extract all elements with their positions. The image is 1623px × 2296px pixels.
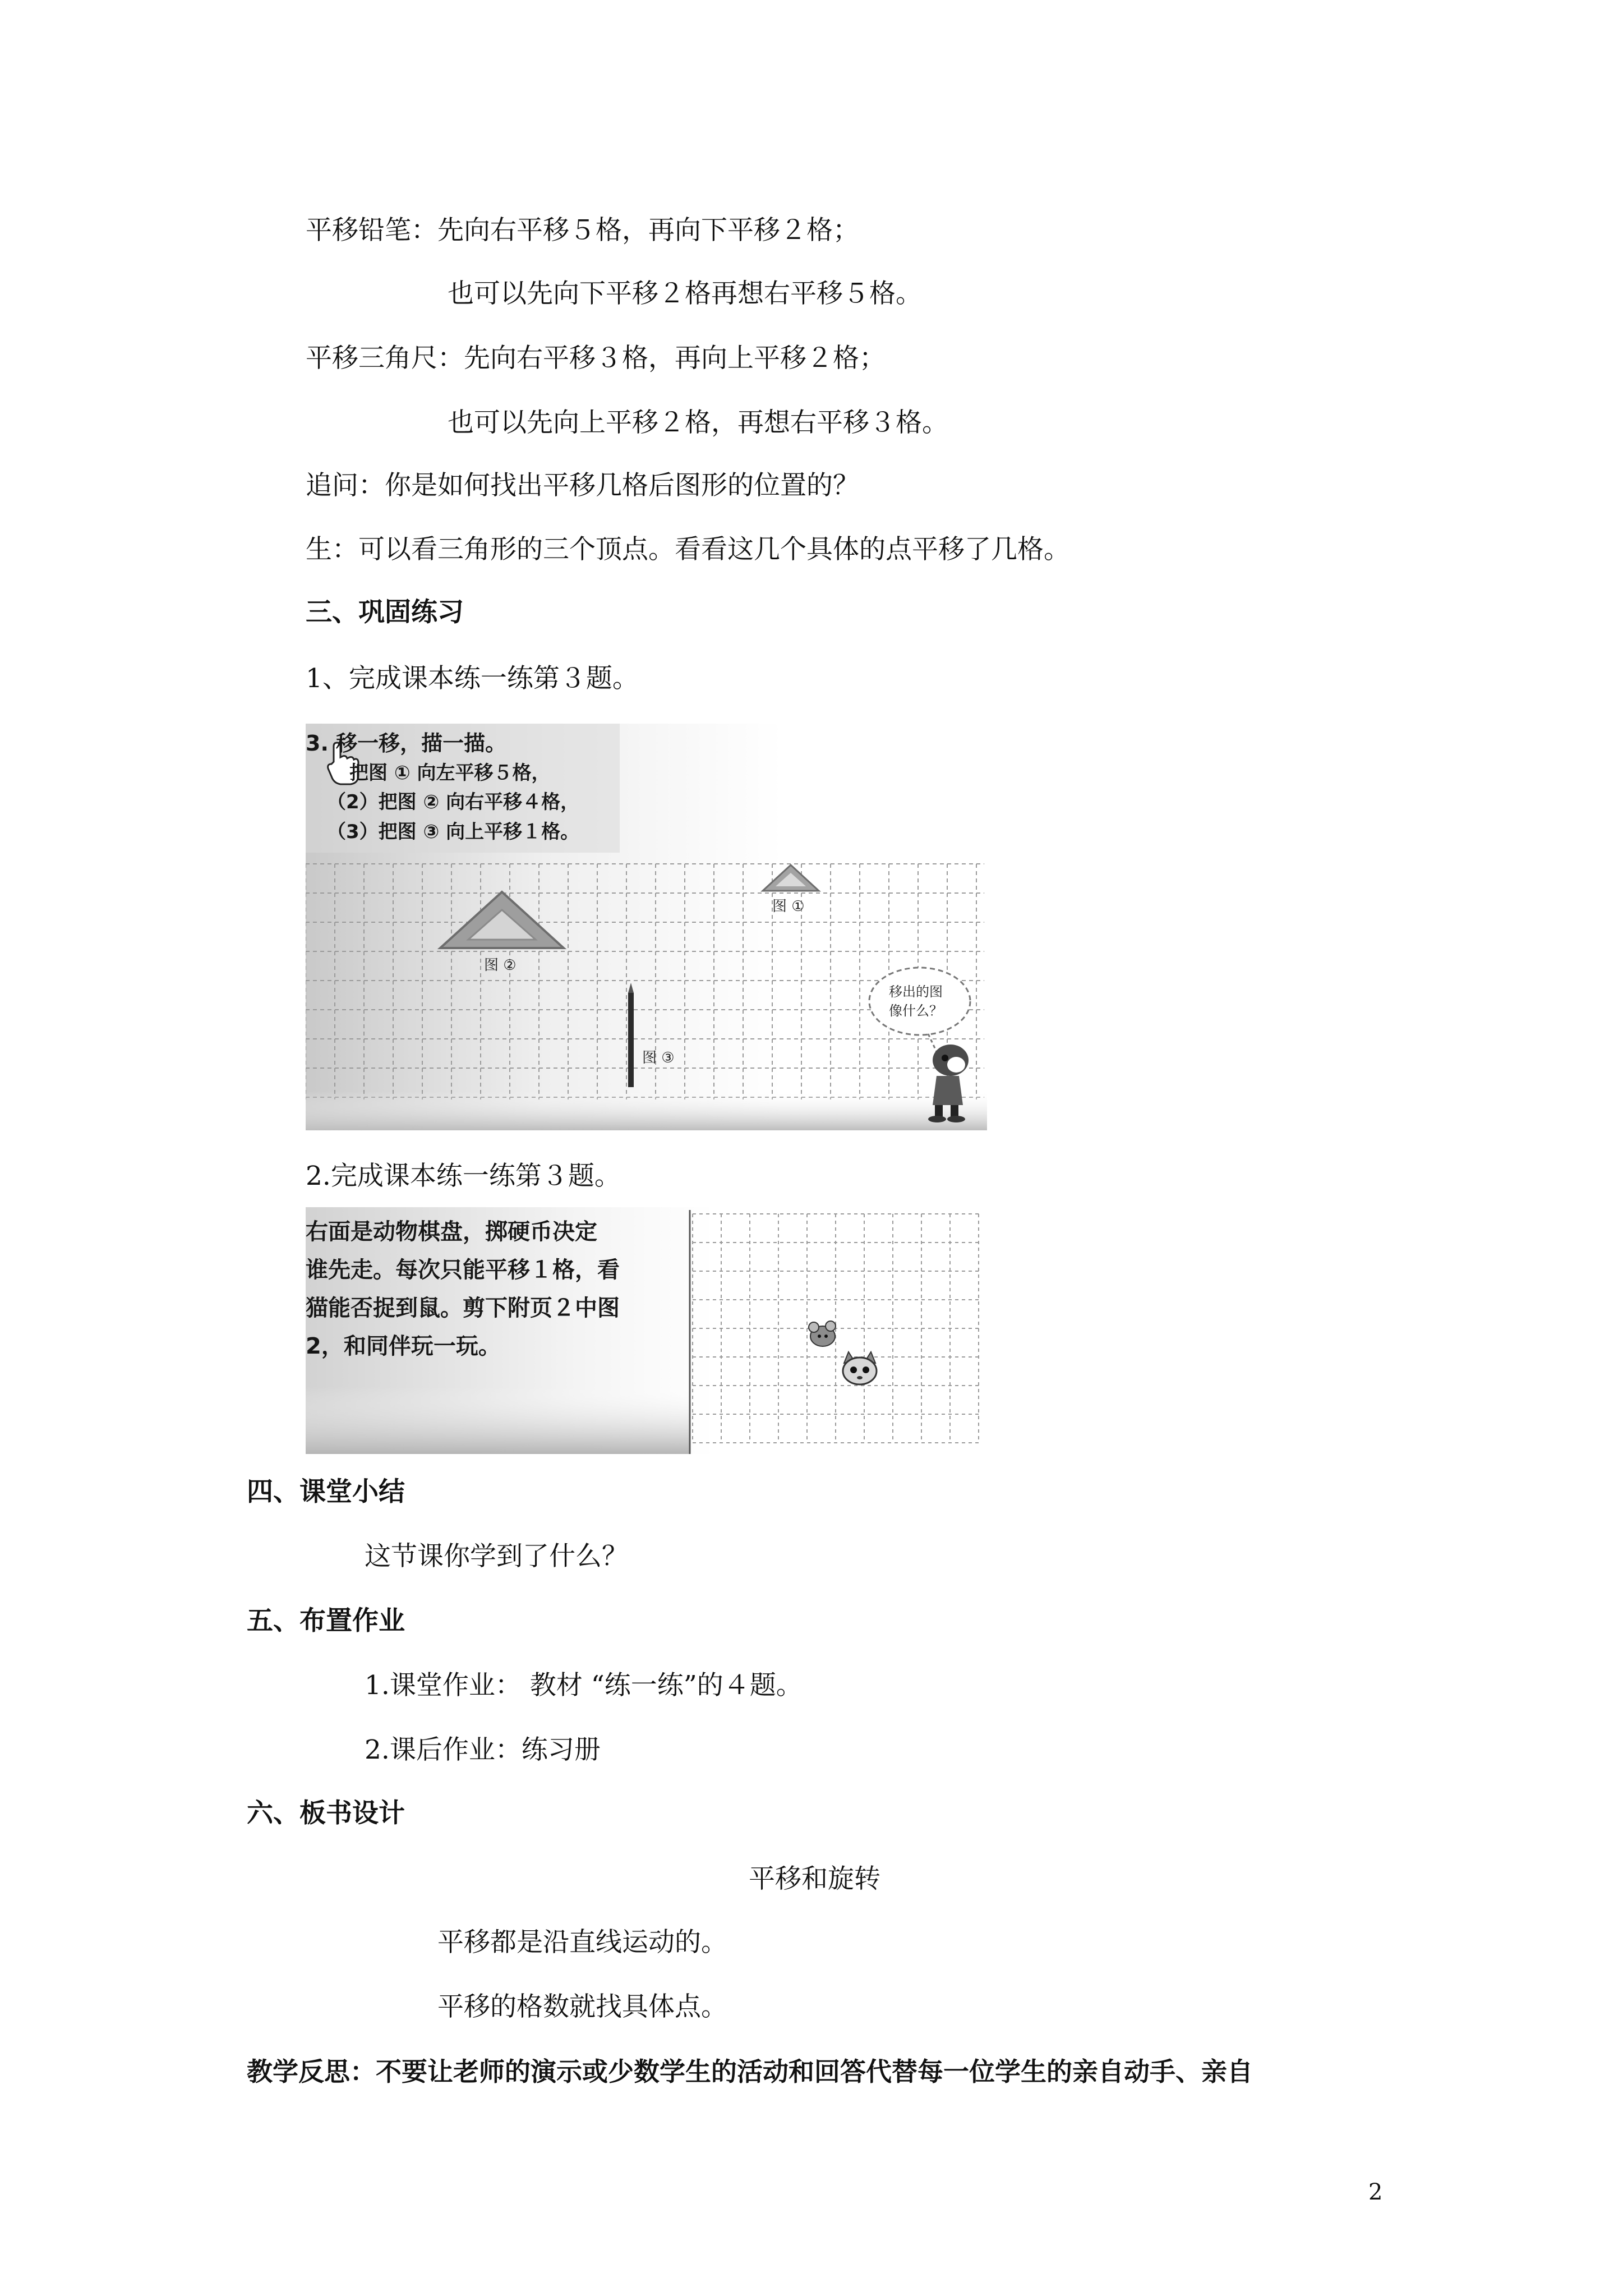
cat-icon xyxy=(843,1352,877,1384)
chessboard-text-line-2: 谁先走。每次只能平移１格，看 xyxy=(306,1257,620,1283)
exercise-step-3: （3）把图 ③ 向上平移１格。 xyxy=(327,821,580,843)
text-line-triangle: 平移三角尺：先向右平移３格，再向上平移２格； xyxy=(306,343,886,374)
section-heading-board: 六、板书设计 xyxy=(247,1798,405,1829)
speech-bubble-line-2: 像什么？ xyxy=(889,1003,943,1019)
homework-class: 1.课堂作业： 教材 “练一练”的４题。 xyxy=(365,1670,803,1701)
chessboard-text-line-1: 右面是动物棋盘，掷硬币决定 xyxy=(306,1219,597,1245)
text-line-pencil-alt: 也可以先向下平移２格再想右平移５格。 xyxy=(448,278,922,309)
page-number: 2 xyxy=(1368,2179,1383,2205)
board-line-1: 平移都是沿直线运动的。 xyxy=(437,1927,727,1958)
text-line-answer: 生：可以看三角形的三个顶点。看看这几个具体的点平移了几格。 xyxy=(306,534,1070,565)
text-line-pencil: 平移铅笔：先向右平移５格，再向下平移２格； xyxy=(306,215,859,246)
board-line-2: 平移的格数就找具体点。 xyxy=(437,1991,727,2022)
chessboard-text-line-4: 2，和同伴玩一玩。 xyxy=(306,1333,501,1359)
exercise-figure-grid xyxy=(306,724,987,1130)
teaching-reflection: 教学反思：不要让老师的演示或少数学生的活动和回答代替每一位学生的亲自动手、亲自 xyxy=(247,2056,1253,2087)
figure-label-1: 图 ① xyxy=(772,898,805,915)
exercise-figure-chessboard xyxy=(306,1207,987,1454)
text-line-question: 追问：你是如何找出平移几格后图形的位置的？ xyxy=(306,470,859,501)
section-heading-practice: 三、巩固练习 xyxy=(306,597,464,628)
section-heading-summary: 四、课堂小结 xyxy=(247,1476,405,1507)
chessboard-text-line-3: 猫能否捉到鼠。剪下附页２中图 xyxy=(306,1295,620,1321)
summary-question: 这节课你学到了什么？ xyxy=(365,1541,628,1572)
text-line-triangle-alt: 也可以先向上平移２格，再想右平移３格。 xyxy=(448,407,948,438)
figure-label-3: 图 ③ xyxy=(642,1050,675,1066)
practice-item-2: 2.完成课本练一练第３题。 xyxy=(306,1161,621,1191)
exercise-step-2: （2）把图 ② 向右平移４格， xyxy=(327,791,580,813)
figure-label-2: 图 ② xyxy=(484,957,517,974)
exercise-title: 3. 移一移，描一描。 xyxy=(306,731,507,756)
homework-after: 2.课后作业：练习册 xyxy=(365,1734,601,1765)
exercise-step-1: 把图 ① 向左平移５格， xyxy=(349,762,551,784)
practice-item-1: 1、完成课本练一练第３题。 xyxy=(306,663,639,694)
section-heading-homework: 五、布置作业 xyxy=(247,1605,405,1636)
speech-bubble-line-1: 移出的图 xyxy=(889,984,943,1000)
board-title: 平移和旋转 xyxy=(749,1864,880,1894)
